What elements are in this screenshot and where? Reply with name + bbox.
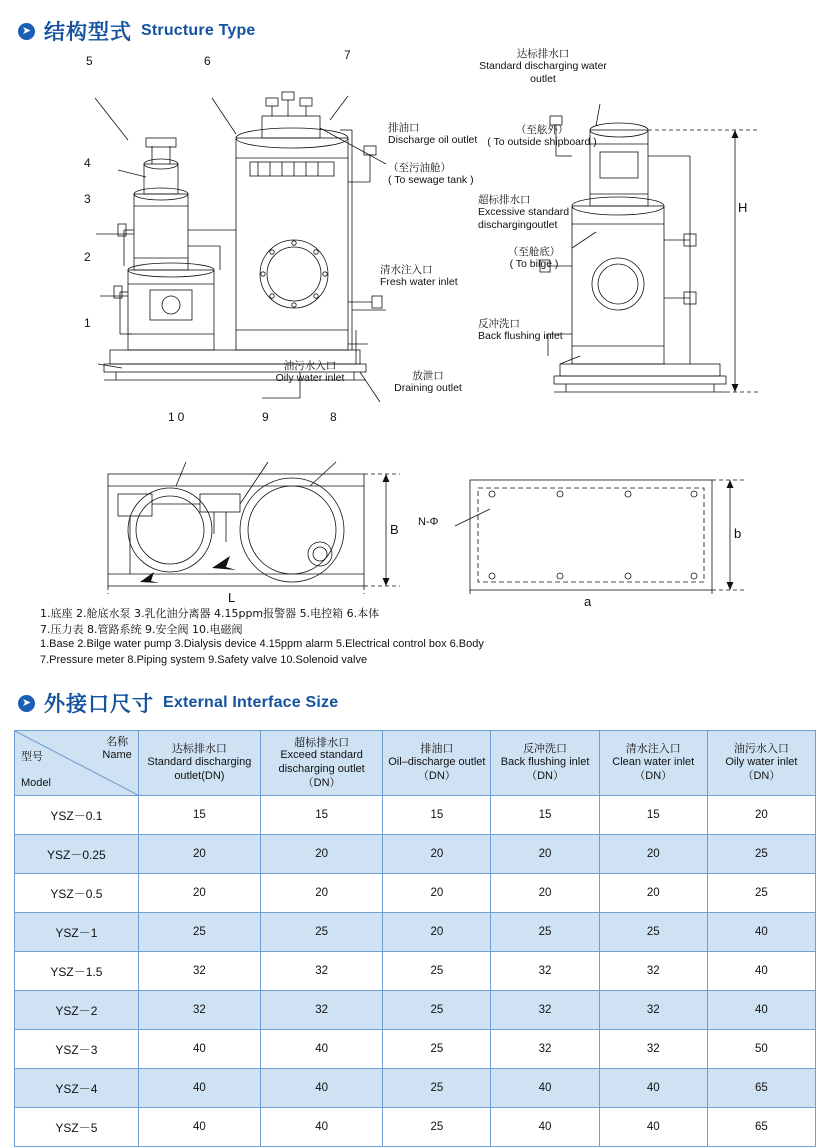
cell-model: YSZ－0.1: [15, 796, 139, 835]
callout-4: 4: [84, 156, 91, 170]
column-header-0-en: Standard discharging outlet(DN): [147, 756, 252, 782]
label-excessive-standard-outlet-cn: 超标排水口: [478, 194, 531, 206]
cell-value: 32: [599, 1030, 707, 1069]
cell-value: 20: [491, 835, 599, 874]
cell-value: 20: [707, 796, 815, 835]
cell-value: 20: [383, 835, 491, 874]
label-to-bilge: [482, 246, 586, 271]
cell-value: 25: [599, 913, 707, 952]
column-header-3-en: Back flushing inlet（DN）: [500, 756, 590, 782]
label-to-bilge-cn: （至舱底）: [507, 246, 561, 258]
cell-value: 32: [599, 991, 707, 1030]
cell-value: 25: [383, 991, 491, 1030]
cell-value: 40: [599, 1108, 707, 1147]
table-body: [15, 796, 816, 1147]
legend-cn-line1: 1.底座 2.舱底水泵 3.乳化油分离器 4.15ppm报警器 5.电控箱 6.本体: [40, 607, 380, 620]
label-to-outside-shipboard: [486, 124, 598, 149]
cell-model: YSZ－1.5: [15, 952, 139, 991]
column-header-5-en: Oily water inlet（DN）: [725, 756, 798, 782]
column-header-3-cn: 反冲洗口: [523, 742, 568, 756]
legend-en-line1: 1.Base 2.Bilge water pump 3.Dialysis device 4.15ppm alarm 5.Electrical control box 6.Body: [40, 638, 484, 651]
column-header-4-en: Clean water inlet（DN）: [612, 756, 695, 782]
drawing-svg: [0, 34, 830, 594]
column-header-oil-discharge: [383, 731, 491, 796]
label-standard-discharging-outlet-cn: 达标排水口: [516, 48, 570, 60]
cell-value: 20: [491, 874, 599, 913]
callout-9: 9: [262, 410, 269, 424]
dimension-B: B: [390, 522, 399, 537]
legend-block: [40, 606, 660, 668]
callout-6: 6: [204, 54, 211, 68]
bullet-arrow-icon-2: ➤: [18, 695, 35, 712]
section-title-en: Structure Type: [141, 22, 256, 39]
cell-value: 32: [491, 991, 599, 1030]
corner-model-en: Model: [21, 777, 51, 790]
table-row: [15, 991, 816, 1030]
section2-title-en: External Interface Size: [163, 694, 339, 711]
cell-value: 32: [491, 952, 599, 991]
cell-value: 32: [138, 952, 260, 991]
table-row: [15, 1030, 816, 1069]
label-standard-discharging-outlet: [478, 48, 608, 85]
cell-value: 40: [707, 952, 815, 991]
label-to-sewage-tank-en: ( To sewage tank ): [388, 174, 474, 187]
label-draining-outlet-cn: 放泄口: [412, 370, 444, 382]
column-header-clean-water: [599, 731, 707, 796]
cell-value: 50: [707, 1030, 815, 1069]
callout-3: 3: [84, 192, 91, 206]
cell-value: 15: [599, 796, 707, 835]
callout-5: 5: [86, 54, 93, 68]
cell-model: YSZ－4: [15, 1069, 139, 1108]
interface-size-table-wrap: [14, 730, 816, 1147]
label-fresh-water-inlet-cn: 清水注入口: [380, 264, 433, 276]
callout-2: 2: [84, 250, 91, 264]
cell-model: YSZ－5: [15, 1108, 139, 1147]
cell-value: 32: [138, 991, 260, 1030]
label-standard-discharging-outlet-en: Standard discharging water outlet: [479, 60, 607, 85]
dimension-H: H: [738, 200, 748, 215]
cell-value: 65: [707, 1108, 815, 1147]
legend-en-line2: 7.Pressure meter 8.Piping system 9.Safety valve 10.Solenoid valve: [40, 653, 368, 666]
table-row: [15, 796, 816, 835]
cell-value: 65: [707, 1069, 815, 1108]
cell-value: 25: [707, 874, 815, 913]
cell-value: 40: [260, 1108, 382, 1147]
dimension-b: b: [734, 526, 742, 541]
cell-value: 32: [260, 952, 382, 991]
label-oily-water-inlet-cn: 油污水入口: [283, 360, 337, 372]
cell-value: 25: [138, 913, 260, 952]
cell-value: 40: [138, 1108, 260, 1147]
cell-value: 15: [491, 796, 599, 835]
label-excessive-standard-outlet-en: Excessive standard dischargingoutlet: [478, 206, 570, 231]
table-row: [15, 913, 816, 952]
label-discharge-oil-outlet-en: Discharge oil outlet: [388, 134, 478, 147]
cell-value: 20: [138, 835, 260, 874]
legend-cn-line2: 7.压力表 8.管路系统 9.安全阀 10.电磁阀: [40, 622, 243, 636]
table-row: [15, 874, 816, 913]
label-draining-outlet-en: Draining outlet: [394, 382, 462, 395]
cell-value: 20: [383, 874, 491, 913]
corner-name-en: Name: [102, 748, 132, 761]
cell-value: 40: [491, 1069, 599, 1108]
corner-name-label: [102, 735, 131, 763]
callout-1: 1: [84, 316, 91, 330]
table-row: [15, 952, 816, 991]
cell-value: 40: [707, 913, 815, 952]
column-header-2-cn: 排油口: [420, 742, 454, 756]
column-header-4-cn: 清水注入口: [625, 742, 681, 756]
column-header-5-cn: 油污水入口: [733, 742, 789, 756]
label-to-bilge-en: ( To bilge ): [509, 258, 559, 271]
label-to-outside-shipboard-cn: （至舷外）: [515, 124, 569, 136]
cell-model: YSZ－3: [15, 1030, 139, 1069]
label-back-flushing-inlet: [478, 318, 608, 343]
cell-value: 32: [491, 1030, 599, 1069]
corner-model-cn: 型号: [21, 749, 43, 763]
cell-value: 32: [260, 991, 382, 1030]
column-header-1-cn: 超标排水口: [294, 735, 350, 749]
cell-value: 25: [383, 952, 491, 991]
cell-model: YSZ－2: [15, 991, 139, 1030]
label-fresh-water-inlet-en: Fresh water inlet: [380, 276, 458, 289]
cell-value: 15: [138, 796, 260, 835]
cell-value: 20: [599, 835, 707, 874]
column-header-1-en: Exceed standard discharging outlet （DN）: [278, 749, 365, 789]
callout-10: 10: [168, 410, 188, 424]
section-title-cn: 结构型式: [44, 20, 132, 44]
label-oily-water-inlet: [248, 360, 372, 385]
cell-value: 40: [707, 991, 815, 1030]
table-row: [15, 835, 816, 874]
cell-value: 15: [383, 796, 491, 835]
label-back-flushing-inlet-en: Back flushing inlet: [478, 330, 563, 343]
label-oily-water-inlet-en: Oily water inlet: [275, 372, 345, 385]
bullet-arrow-icon: ➤: [18, 23, 35, 40]
label-draining-outlet: [376, 370, 480, 395]
cell-value: 40: [260, 1030, 382, 1069]
corner-model-label: [21, 750, 51, 791]
cell-model: YSZ－0.25: [15, 835, 139, 874]
column-header-back-flushing: [491, 731, 599, 796]
cell-value: 32: [599, 952, 707, 991]
cell-value: 40: [491, 1108, 599, 1147]
cell-value: 40: [138, 1030, 260, 1069]
cell-value: 20: [260, 835, 382, 874]
section2-title-cn: 外接口尺寸: [44, 692, 154, 716]
column-header-exceed-standard: [260, 731, 382, 796]
label-back-flushing-inlet-cn: 反冲洗口: [478, 318, 520, 330]
cell-value: 40: [138, 1069, 260, 1108]
section-heading-interface: [18, 688, 338, 718]
dimension-a: a: [584, 594, 592, 609]
callout-7: 7: [344, 48, 351, 62]
interface-size-table: [14, 730, 816, 1147]
cell-value: 40: [599, 1069, 707, 1108]
table-header-row: [15, 731, 816, 796]
cell-value: 25: [260, 913, 382, 952]
cell-value: 25: [707, 835, 815, 874]
cell-value: 20: [138, 874, 260, 913]
column-header-standard-discharging: [138, 731, 260, 796]
label-to-sewage-tank: [388, 162, 508, 187]
label-to-sewage-tank-cn: （至污油舱）: [388, 162, 451, 174]
corner-name-cn: 名称: [106, 735, 129, 748]
column-header-2-en: Oil–discharge outlet（DN）: [388, 756, 486, 782]
column-header-oily-water: [707, 731, 815, 796]
table-row: [15, 1108, 816, 1147]
cell-value: 20: [599, 874, 707, 913]
cell-value: 15: [260, 796, 382, 835]
label-to-outside-shipboard-en: ( To outside shipboard ): [487, 136, 597, 149]
label-discharge-oil-outlet-cn: 排油口: [388, 122, 420, 134]
cell-model: YSZ－0.5: [15, 874, 139, 913]
cell-value: 25: [383, 1069, 491, 1108]
cell-model: YSZ－1: [15, 913, 139, 952]
column-header-0-cn: 达标排水口: [171, 742, 227, 756]
table-corner-cell: [15, 731, 139, 796]
cell-value: 20: [383, 913, 491, 952]
label-excessive-standard-outlet: [478, 194, 610, 231]
table-head: [15, 731, 816, 796]
table-row: [15, 1069, 816, 1108]
dimension-N-phi: N-Φ: [418, 516, 439, 528]
callout-8: 8: [330, 410, 337, 424]
cell-value: 25: [491, 913, 599, 952]
dimension-L: L: [228, 590, 236, 605]
cell-value: 20: [260, 874, 382, 913]
cell-value: 25: [383, 1108, 491, 1147]
cell-value: 40: [260, 1069, 382, 1108]
cell-value: 25: [383, 1030, 491, 1069]
structure-drawing: [0, 34, 830, 609]
